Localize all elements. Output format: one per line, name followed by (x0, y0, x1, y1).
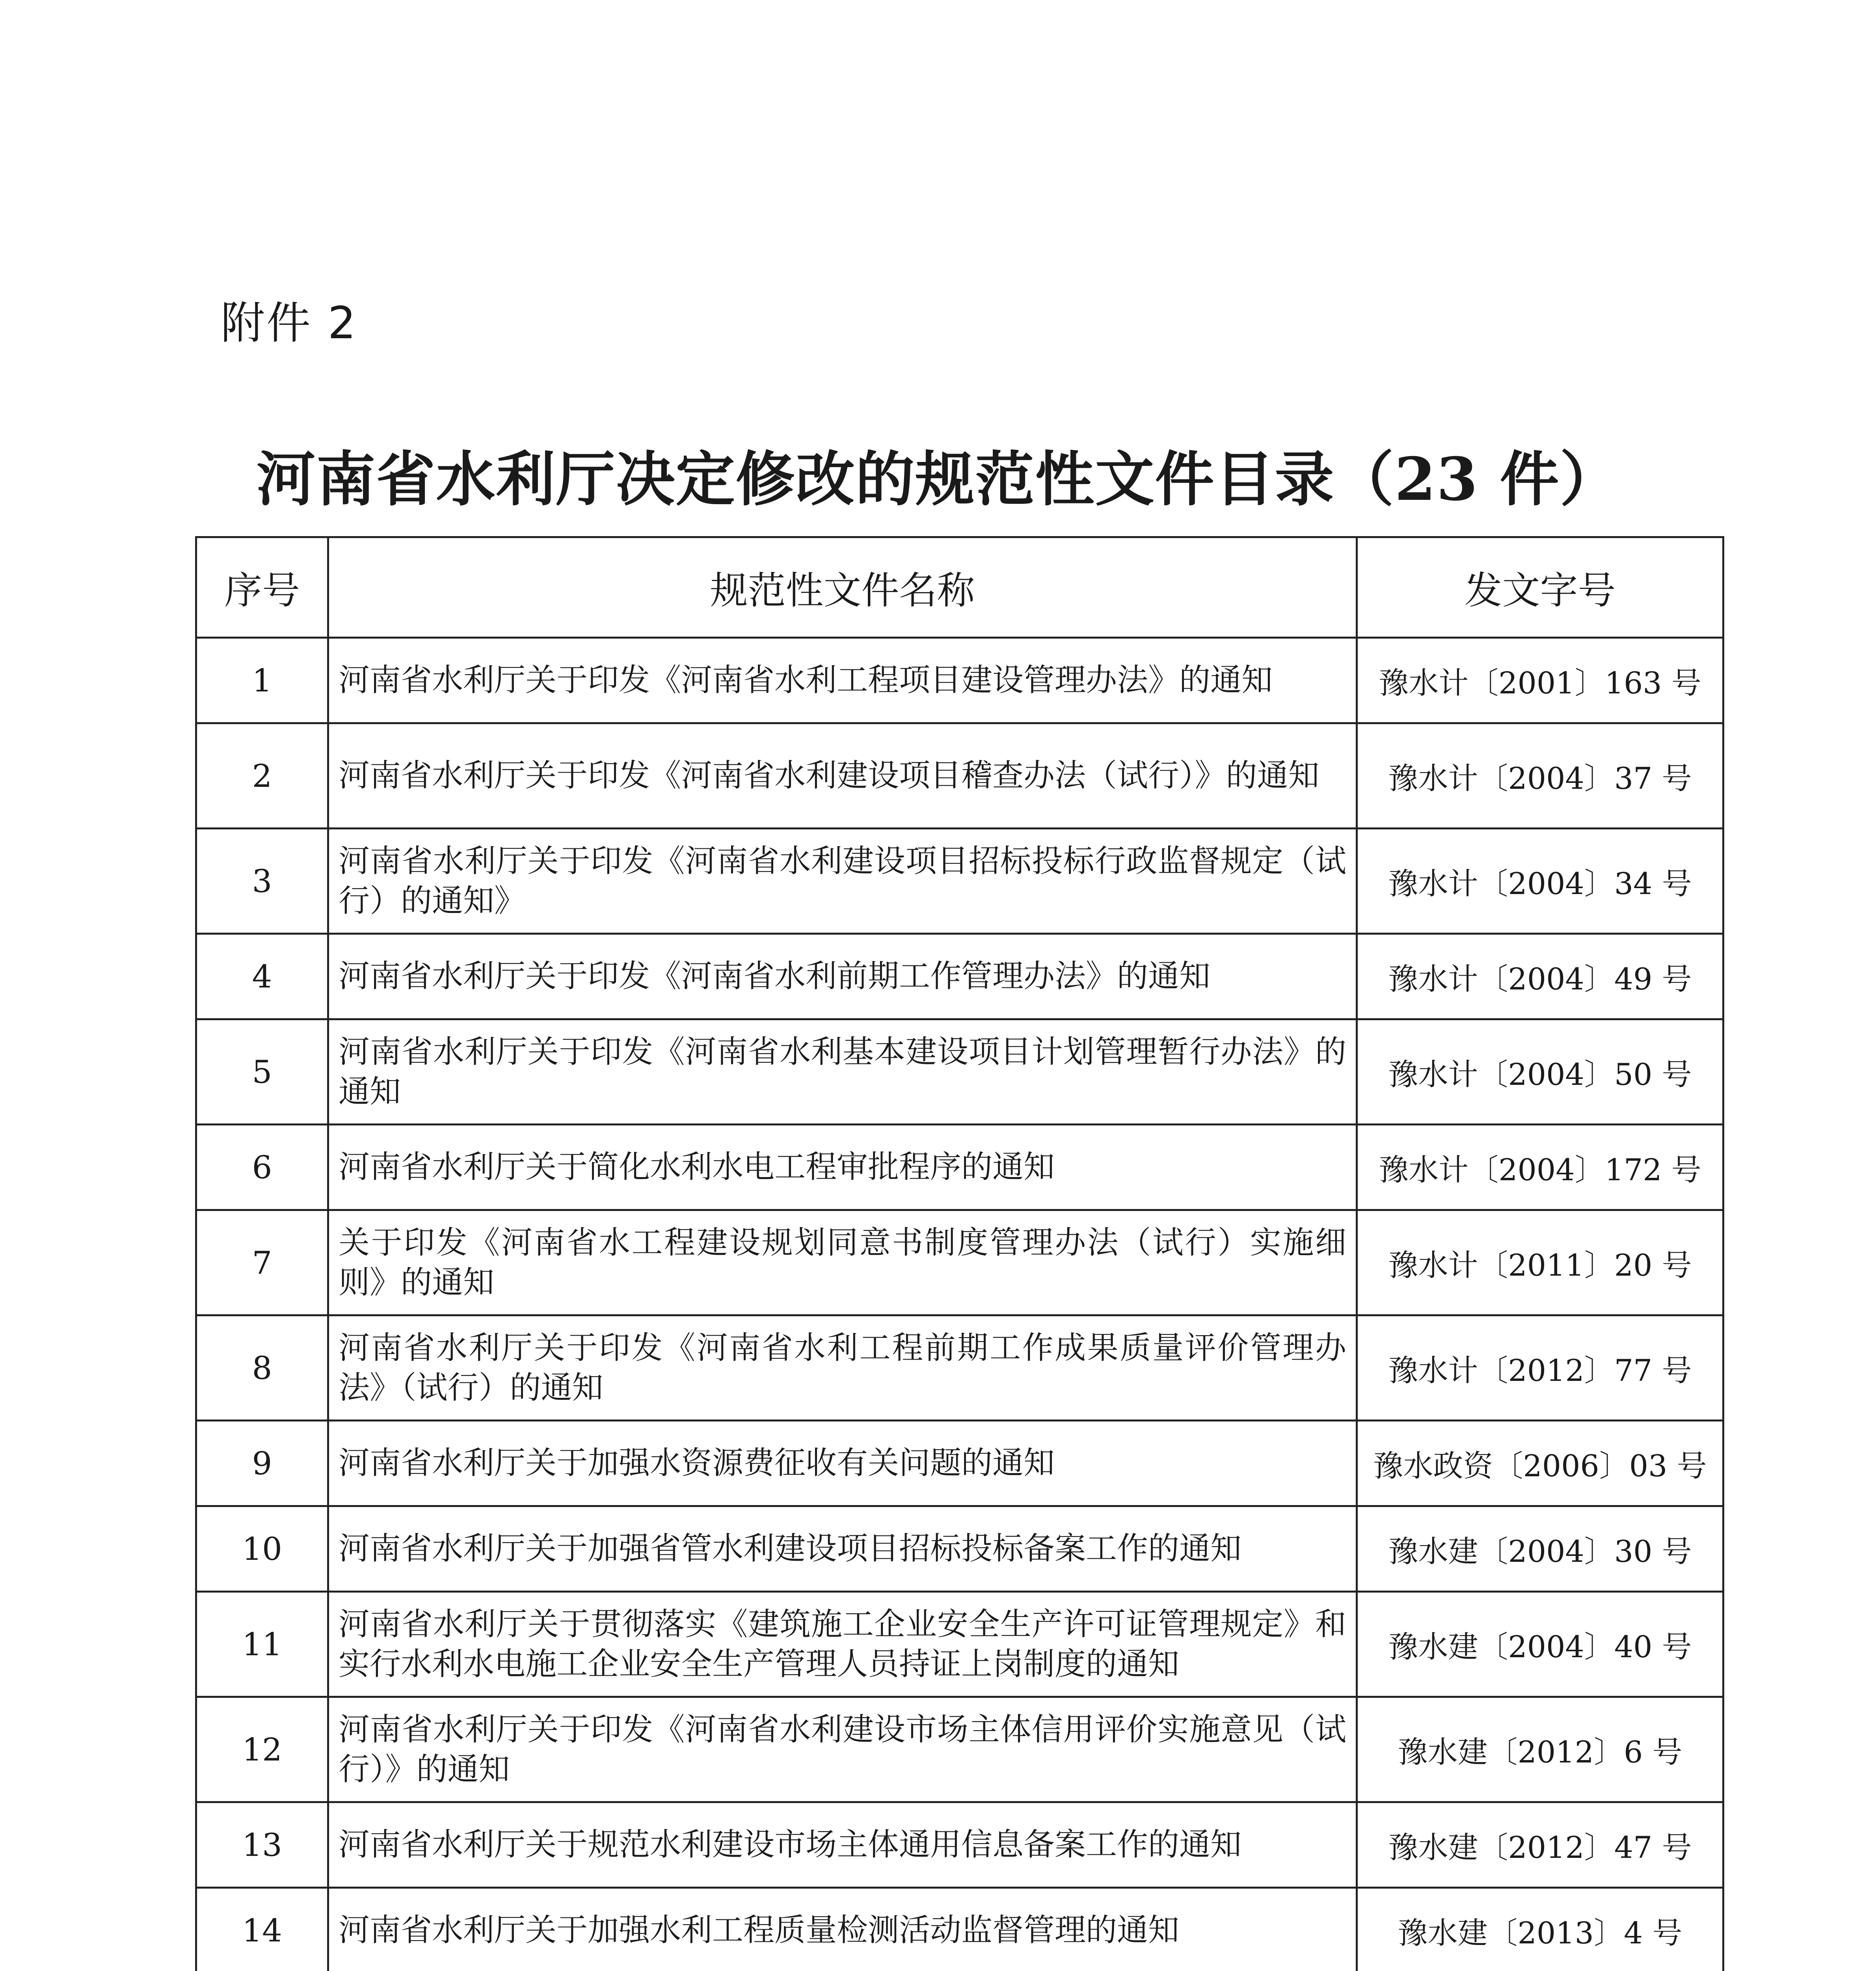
header-document-name: 规范性文件名称 (328, 537, 1357, 638)
row-index: 6 (196, 1125, 328, 1210)
document-table (195, 536, 1724, 1971)
row-index: 3 (196, 829, 328, 934)
row-index: 12 (196, 1697, 328, 1802)
row-document-number: 豫水计〔2011〕20 号 (1357, 1210, 1723, 1315)
row-document-name: 河南省水利厅关于印发《河南省水利基本建设项目计划管理暂行办法》的通知 (328, 1019, 1357, 1125)
row-document-name: 河南省水利厅关于贯彻落实《建筑施工企业安全生产许可证管理规定》和实行水利水电施工企业安全生产管理人员持证上岗制度的通知 (328, 1592, 1357, 1697)
row-document-name: 河南省水利厅关于印发《河南省水利建设项目稽查办法（试行）》的通知 (328, 723, 1357, 829)
table-row (196, 1210, 1723, 1315)
row-index: 10 (196, 1506, 328, 1592)
row-document-name: 河南省水利厅关于加强省管水利建设项目招标投标备案工作的通知 (328, 1506, 1357, 1592)
row-document-name: 河南省水利厅关于印发《河南省水利建设项目招标投标行政监督规定（试行）的通知》 (328, 829, 1357, 934)
row-document-number: 豫水计〔2004〕50 号 (1357, 1019, 1723, 1125)
row-index: 2 (196, 723, 328, 829)
row-document-name: 河南省水利厅关于印发《河南省水利工程项目建设管理办法》的通知 (328, 638, 1357, 723)
table-row (196, 1802, 1723, 1888)
table-row (196, 1019, 1723, 1125)
header-document-number: 发文字号 (1357, 537, 1723, 638)
table-row (196, 1125, 1723, 1210)
row-document-number: 豫水计〔2004〕49 号 (1357, 934, 1723, 1019)
row-document-number: 豫水计〔2004〕172 号 (1357, 1125, 1723, 1210)
row-index: 8 (196, 1315, 328, 1421)
table-header-row (196, 537, 1723, 638)
table-row (196, 1506, 1723, 1592)
row-index: 1 (196, 638, 328, 723)
row-index: 9 (196, 1421, 328, 1506)
table-row (196, 1697, 1723, 1802)
table-row (196, 723, 1723, 829)
header-index: 序号 (196, 537, 328, 638)
row-index: 7 (196, 1210, 328, 1315)
row-document-name: 河南省水利厅关于印发《河南省水利工程前期工作成果质量评价管理办法》（试行）的通知 (328, 1315, 1357, 1421)
table-row (196, 1421, 1723, 1506)
row-document-number: 豫水建〔2004〕30 号 (1357, 1506, 1723, 1592)
table-row (196, 829, 1723, 934)
table-row (196, 1592, 1723, 1697)
document-title: 河南省水利厅决定修改的规范性文件目录（23 件） (256, 445, 1620, 514)
row-index: 13 (196, 1802, 328, 1888)
row-document-name: 河南省水利厅关于简化水利水电工程审批程序的通知 (328, 1125, 1357, 1210)
row-document-name: 河南省水利厅关于加强水利工程质量检测活动监督管理的通知 (328, 1888, 1357, 1971)
table-row (196, 934, 1723, 1019)
table-row (196, 638, 1723, 723)
row-document-name: 河南省水利厅关于印发《河南省水利建设市场主体信用评价实施意见（试行）》的通知 (328, 1697, 1357, 1802)
row-document-number: 豫水建〔2012〕6 号 (1357, 1697, 1723, 1802)
row-index: 5 (196, 1019, 328, 1125)
attachment-label: 附件 2 (221, 298, 357, 349)
row-index: 4 (196, 934, 328, 1019)
row-document-name: 河南省水利厅关于印发《河南省水利前期工作管理办法》的通知 (328, 934, 1357, 1019)
row-document-number: 豫水计〔2001〕163 号 (1357, 638, 1723, 723)
row-document-number: 豫水计〔2004〕37 号 (1357, 723, 1723, 829)
row-document-number: 豫水建〔2013〕4 号 (1357, 1888, 1723, 1971)
table-row (196, 1888, 1723, 1971)
row-document-number: 豫水建〔2004〕40 号 (1357, 1592, 1723, 1697)
row-index: 11 (196, 1592, 328, 1697)
row-document-number: 豫水计〔2004〕34 号 (1357, 829, 1723, 934)
row-document-name: 河南省水利厅关于规范水利建设市场主体通用信息备案工作的通知 (328, 1802, 1357, 1888)
table-row (196, 1315, 1723, 1421)
row-document-number: 豫水计〔2012〕77 号 (1357, 1315, 1723, 1421)
row-document-name: 关于印发《河南省水工程建设规划同意书制度管理办法（试行）实施细则》的通知 (328, 1210, 1357, 1315)
row-index: 14 (196, 1888, 328, 1971)
row-document-number: 豫水建〔2012〕47 号 (1357, 1802, 1723, 1888)
row-document-name: 河南省水利厅关于加强水资源费征收有关问题的通知 (328, 1421, 1357, 1506)
row-document-number: 豫水政资〔2006〕03 号 (1357, 1421, 1723, 1506)
